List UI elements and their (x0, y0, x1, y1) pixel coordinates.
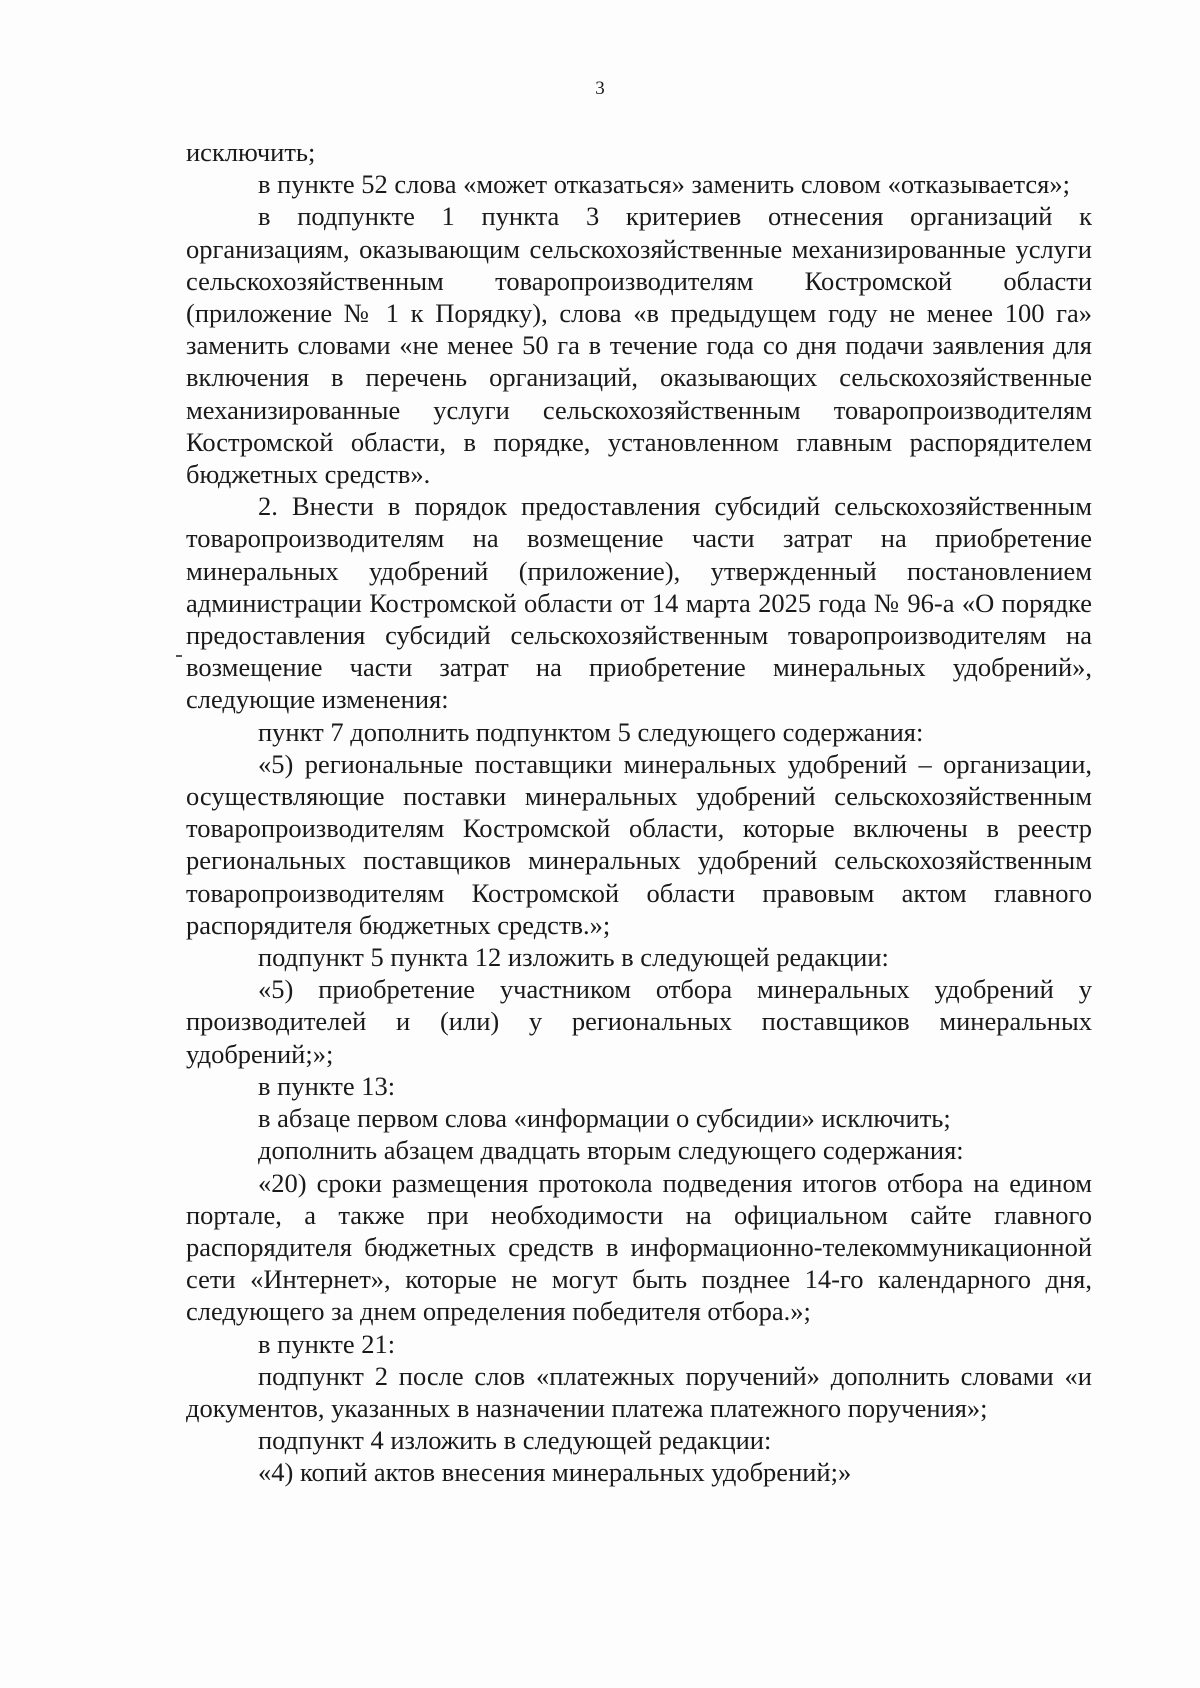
paragraph-acts-copies: «4) копий актов внесения минеральных удобрений;» (258, 1457, 852, 1488)
paragraph-protocol-deadline: «20) сроки размещения протокола подведения итогов отбора на едином портале, а также при необходимости на официальном сайте главного распорядителя бюджетных средств в информационно-телекоммуникационной сети «Интернет», которые не могут быть позднее 14-го календарного дня, следующего за днем определения победителя отбора.»; (186, 1167, 1092, 1327)
paragraph-item-21: в пункте 21: (258, 1328, 396, 1359)
paragraph-criteria-amendment: в подпункте 1 пункта 3 критериев отнесения организаций к организациям, оказывающим сельскохозяйственные механизированные услуги сельскохозяйственным товаропроизводителям Костромской области (приложение № 1 к Порядку), слова «в предыдущем году не менее 100 га» заменить словами «не менее 50 га в течение года со дня подачи заявления для включения в перечень организаций, оказывающих сельскохозяйственные механизированные услуги сельскохозяйственным товаропроизводителям Костромской области, в порядке, установленном главным распорядителем бюджетных средств». (186, 201, 1092, 490)
paragraph-item-52: в пункте 52 слова «может отказаться» заменить словом «отказывается»; (258, 169, 1070, 200)
paragraph-item-12: подпункт 5 пункта 12 изложить в следующей редакции: (258, 942, 889, 973)
page-number: 3 (595, 78, 605, 99)
paragraph-add-abzac: дополнить абзацем двадцать вторым следующего содержания: (258, 1135, 964, 1166)
paragraph-item-7: пункт 7 дополнить подпунктом 5 следующего содержания: (258, 716, 924, 747)
paragraph-payment-orders: подпункт 2 после слов «платежных поручений» дополнить словами «и документов, указанных в назначении платежа платежного поручения»; (186, 1360, 1092, 1423)
paragraph-regional-suppliers: «5) региональные поставщики минеральных удобрений – организации, осуществляющие поставки минеральных удобрений сельскохозяйственным товаропроизводителям Костромской области, которые включены в реестр региональных поставщиков минеральных удобрений сельскохозяйственным товаропроизводителям Костромской области правовым актом главного распорядителя бюджетных средств.»; (186, 748, 1092, 940)
document-body (186, 136, 1092, 1489)
paragraph-section-2: 2. Внести в порядок предоставления субсидий сельскохозяйственным товаропроизводителям на возмещение части затрат на приобретение минеральных удобрений (приложение), утвержденный постановлением администрации Костромской области от 14 марта 2025 года № 96-а «О порядке предоставления субсидий сельскохозяйственным товаропроизводителям на возмещение части затрат на приобретение минеральных удобрений», следующие изменения: (186, 491, 1092, 715)
paragraph-subitem-4: подпункт 4 изложить в следующей редакции: (258, 1425, 772, 1456)
margin-mark (176, 655, 182, 657)
paragraph-item-13: в пункте 13: (258, 1070, 396, 1101)
paragraph-acquisition: «5) приобретение участником отбора минеральных удобрений у производителей и (или) у региональных поставщиков минеральных удобрений;»; (186, 974, 1092, 1069)
paragraph-first-abzac: в абзаце первом слова «информации о субсидии» исключить; (258, 1103, 951, 1134)
paragraph-continuation: исключить; (186, 137, 316, 167)
